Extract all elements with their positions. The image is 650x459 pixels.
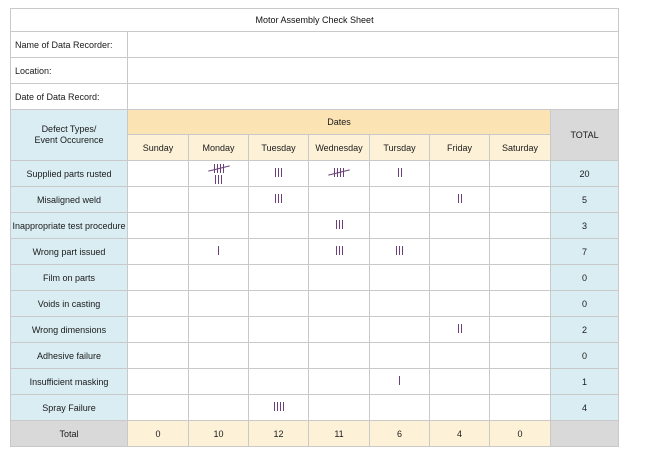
day-total-friday: 4 bbox=[430, 421, 490, 447]
defect-type-label: Voids in casting bbox=[11, 291, 128, 317]
tally-cell-thursday[interactable] bbox=[370, 395, 430, 421]
tally-marks bbox=[273, 402, 285, 411]
tally-stroke bbox=[275, 194, 276, 203]
tally-stroke bbox=[277, 402, 278, 411]
tally-cell-monday[interactable] bbox=[189, 369, 249, 395]
defect-type-label: Spray Failure bbox=[11, 395, 128, 421]
tally-cell-thursday[interactable] bbox=[370, 291, 430, 317]
tally-stroke bbox=[339, 246, 340, 255]
tally-cell-monday[interactable] bbox=[189, 239, 249, 265]
tally-cell-monday[interactable] bbox=[189, 265, 249, 291]
tally-stroke bbox=[281, 168, 282, 177]
row-total: 5 bbox=[551, 187, 619, 213]
day-header-thursday: Tursday bbox=[370, 135, 430, 161]
tally-cell-tuesday[interactable] bbox=[249, 213, 309, 239]
tally-cell-tuesday[interactable] bbox=[249, 291, 309, 317]
tally-group bbox=[274, 194, 283, 203]
recorder-name-field[interactable] bbox=[128, 32, 619, 58]
row-total: 0 bbox=[551, 291, 619, 317]
tally-cell-thursday[interactable] bbox=[370, 161, 430, 187]
tally-cell-friday[interactable] bbox=[430, 291, 490, 317]
tally-group bbox=[457, 194, 463, 203]
day-header-tuesday: Tuesday bbox=[249, 135, 309, 161]
tally-group bbox=[398, 376, 401, 385]
tally-strike bbox=[208, 165, 230, 171]
tally-cell-friday[interactable] bbox=[430, 395, 490, 421]
tally-group bbox=[395, 246, 404, 255]
location-field[interactable] bbox=[128, 58, 619, 84]
tally-cell-saturday[interactable] bbox=[490, 213, 551, 239]
defect-type-label: Adhesive failure bbox=[11, 343, 128, 369]
tally-group bbox=[274, 168, 283, 177]
tally-cell-sunday[interactable] bbox=[128, 343, 189, 369]
tally-stroke bbox=[339, 220, 340, 229]
tally-group bbox=[217, 246, 220, 255]
day-header-friday: Friday bbox=[430, 135, 490, 161]
tally-cell-tuesday[interactable] bbox=[249, 369, 309, 395]
tally-group bbox=[214, 175, 223, 184]
day-total-tuesday: 12 bbox=[249, 421, 309, 447]
tally-marks bbox=[335, 220, 344, 229]
defect-type-label: Supplied parts rusted bbox=[11, 161, 128, 187]
defect-row bbox=[11, 369, 619, 395]
tally-stroke bbox=[274, 402, 275, 411]
tally-cell-friday[interactable] bbox=[430, 187, 490, 213]
check-sheet bbox=[10, 8, 618, 443]
tally-cell-monday[interactable] bbox=[189, 317, 249, 343]
tally-marks bbox=[457, 194, 463, 203]
tally-cell-friday[interactable] bbox=[430, 265, 490, 291]
record-date-label: Date of Data Record: bbox=[11, 84, 128, 110]
defect-types-header-line2: Event Occurence bbox=[34, 135, 104, 145]
tally-stroke bbox=[215, 175, 216, 184]
tally-stroke bbox=[342, 220, 343, 229]
tally-cell-saturday[interactable] bbox=[490, 239, 551, 265]
defect-type-label: Wrong part issued bbox=[11, 239, 128, 265]
tally-stroke bbox=[218, 246, 219, 255]
tally-cell-friday[interactable] bbox=[430, 213, 490, 239]
tally-stroke bbox=[399, 376, 400, 385]
tally-marks bbox=[217, 246, 220, 255]
day-total-sunday: 0 bbox=[128, 421, 189, 447]
tally-stroke bbox=[343, 168, 344, 177]
tally-stroke bbox=[218, 175, 219, 184]
row-total: 7 bbox=[551, 239, 619, 265]
tally-group bbox=[335, 246, 344, 255]
dates-header: Dates bbox=[128, 110, 551, 135]
day-total-wednesday: 11 bbox=[309, 421, 370, 447]
defect-type-label: Wrong dimensions bbox=[11, 317, 128, 343]
tally-cell-monday[interactable] bbox=[189, 291, 249, 317]
row-total: 4 bbox=[551, 395, 619, 421]
tally-stroke bbox=[402, 246, 403, 255]
tally-cell-saturday[interactable] bbox=[490, 161, 551, 187]
tally-cell-monday[interactable] bbox=[189, 343, 249, 369]
tally-cell-tuesday[interactable] bbox=[249, 187, 309, 213]
tally-stroke bbox=[336, 246, 337, 255]
day-total-saturday: 0 bbox=[490, 421, 551, 447]
tally-group bbox=[213, 164, 225, 173]
row-total: 1 bbox=[551, 369, 619, 395]
tally-group bbox=[333, 168, 345, 177]
defect-type-label: Misaligned weld bbox=[11, 187, 128, 213]
tally-cell-wednesday[interactable] bbox=[309, 395, 370, 421]
tally-strike bbox=[328, 169, 350, 175]
tally-cell-thursday[interactable] bbox=[370, 369, 430, 395]
tally-cell-sunday[interactable] bbox=[128, 369, 189, 395]
tally-cell-saturday[interactable] bbox=[490, 343, 551, 369]
tally-marks bbox=[213, 164, 225, 184]
defect-row bbox=[11, 291, 619, 317]
tally-cell-wednesday[interactable] bbox=[309, 265, 370, 291]
defect-row bbox=[11, 161, 619, 187]
row-total: 0 bbox=[551, 343, 619, 369]
tally-stroke bbox=[458, 324, 459, 333]
tally-stroke bbox=[280, 402, 281, 411]
tally-cell-sunday[interactable] bbox=[128, 213, 189, 239]
defect-types-header bbox=[11, 110, 128, 161]
tally-cell-sunday[interactable] bbox=[128, 265, 189, 291]
tally-stroke bbox=[396, 246, 397, 255]
tally-cell-tuesday[interactable] bbox=[249, 239, 309, 265]
tally-marks bbox=[274, 168, 283, 177]
tally-cell-monday[interactable] bbox=[189, 213, 249, 239]
tally-stroke bbox=[278, 194, 279, 203]
tally-cell-sunday[interactable] bbox=[128, 187, 189, 213]
tally-stroke bbox=[398, 168, 399, 177]
tally-marks bbox=[335, 246, 344, 255]
tally-marks bbox=[333, 168, 345, 177]
tally-group bbox=[457, 324, 463, 333]
tally-cell-saturday[interactable] bbox=[490, 291, 551, 317]
tally-group bbox=[397, 168, 403, 177]
defect-row bbox=[11, 265, 619, 291]
tally-cell-tuesday[interactable] bbox=[249, 317, 309, 343]
tally-cell-thursday[interactable] bbox=[370, 265, 430, 291]
tally-stroke bbox=[281, 194, 282, 203]
tally-cell-saturday[interactable] bbox=[490, 187, 551, 213]
tally-marks bbox=[398, 376, 401, 385]
tally-cell-wednesday[interactable] bbox=[309, 317, 370, 343]
tally-marks bbox=[395, 246, 404, 255]
tally-cell-thursday[interactable] bbox=[370, 213, 430, 239]
tally-cell-friday[interactable] bbox=[430, 317, 490, 343]
totals-row-label: Total bbox=[11, 421, 128, 447]
tally-stroke bbox=[461, 324, 462, 333]
tally-cell-sunday[interactable] bbox=[128, 317, 189, 343]
defect-type-label: Film on parts bbox=[11, 265, 128, 291]
day-header-monday: Monday bbox=[189, 135, 249, 161]
row-total: 2 bbox=[551, 317, 619, 343]
defect-row bbox=[11, 213, 619, 239]
defect-type-label: Insufficient masking bbox=[11, 369, 128, 395]
tally-cell-saturday[interactable] bbox=[490, 395, 551, 421]
tally-cell-monday[interactable] bbox=[189, 161, 249, 187]
tally-cell-sunday[interactable] bbox=[128, 291, 189, 317]
defect-types-header-line1: Defect Types/ bbox=[41, 124, 97, 134]
tally-stroke bbox=[461, 194, 462, 203]
tally-cell-wednesday[interactable] bbox=[309, 213, 370, 239]
tally-stroke bbox=[342, 246, 343, 255]
tally-cell-sunday[interactable] bbox=[128, 161, 189, 187]
tally-marks bbox=[274, 194, 283, 203]
row-total: 3 bbox=[551, 213, 619, 239]
defect-row bbox=[11, 187, 619, 213]
tally-cell-tuesday[interactable] bbox=[249, 395, 309, 421]
day-header-saturday: Saturday bbox=[490, 135, 551, 161]
tally-cell-monday[interactable] bbox=[189, 395, 249, 421]
tally-cell-thursday[interactable] bbox=[370, 187, 430, 213]
defect-type-label: Inappropriate test procedure bbox=[11, 213, 128, 239]
recorder-name-label: Name of Data Recorder: bbox=[11, 32, 128, 58]
tally-cell-friday[interactable] bbox=[430, 239, 490, 265]
tally-stroke bbox=[278, 168, 279, 177]
tally-cell-wednesday[interactable] bbox=[309, 291, 370, 317]
tally-cell-wednesday[interactable] bbox=[309, 239, 370, 265]
tally-group bbox=[335, 220, 344, 229]
tally-cell-thursday[interactable] bbox=[370, 239, 430, 265]
day-total-thursday: 6 bbox=[370, 421, 430, 447]
tally-stroke bbox=[336, 220, 337, 229]
tally-stroke bbox=[458, 194, 459, 203]
tally-cell-wednesday[interactable] bbox=[309, 161, 370, 187]
row-total: 0 bbox=[551, 265, 619, 291]
day-header-sunday: Sunday bbox=[128, 135, 189, 161]
tally-cell-thursday[interactable] bbox=[370, 317, 430, 343]
tally-cell-thursday[interactable] bbox=[370, 343, 430, 369]
tally-cell-tuesday[interactable] bbox=[249, 161, 309, 187]
tally-marks bbox=[397, 168, 403, 177]
check-sheet-table bbox=[10, 8, 619, 447]
tally-stroke bbox=[275, 168, 276, 177]
defect-row bbox=[11, 395, 619, 421]
day-total-monday: 10 bbox=[189, 421, 249, 447]
tally-cell-saturday[interactable] bbox=[490, 369, 551, 395]
tally-cell-tuesday[interactable] bbox=[249, 265, 309, 291]
defect-row bbox=[11, 343, 619, 369]
total-header: TOTAL bbox=[551, 110, 619, 161]
tally-cell-friday[interactable] bbox=[430, 369, 490, 395]
sheet-title: Motor Assembly Check Sheet bbox=[11, 9, 619, 32]
tally-cell-saturday[interactable] bbox=[490, 265, 551, 291]
row-total: 20 bbox=[551, 161, 619, 187]
tally-cell-sunday[interactable] bbox=[128, 395, 189, 421]
tally-cell-wednesday[interactable] bbox=[309, 187, 370, 213]
tally-cell-saturday[interactable] bbox=[490, 317, 551, 343]
location-label: Location: bbox=[11, 58, 128, 84]
tally-stroke bbox=[399, 246, 400, 255]
tally-stroke bbox=[221, 175, 222, 184]
tally-cell-sunday[interactable] bbox=[128, 239, 189, 265]
tally-cell-tuesday[interactable] bbox=[249, 343, 309, 369]
totals-row bbox=[11, 421, 619, 447]
defect-row bbox=[11, 317, 619, 343]
record-date-field[interactable] bbox=[128, 84, 619, 110]
tally-stroke bbox=[283, 402, 284, 411]
tally-cell-wednesday[interactable] bbox=[309, 369, 370, 395]
tally-cell-monday[interactable] bbox=[189, 187, 249, 213]
tally-stroke bbox=[401, 168, 402, 177]
tally-marks bbox=[457, 324, 463, 333]
grand-total-cell bbox=[551, 421, 619, 447]
tally-cell-wednesday[interactable] bbox=[309, 343, 370, 369]
tally-group bbox=[273, 402, 285, 411]
day-header-wednesday: Wednesday bbox=[309, 135, 370, 161]
tally-cell-friday[interactable] bbox=[430, 161, 490, 187]
defect-row bbox=[11, 239, 619, 265]
tally-cell-friday[interactable] bbox=[430, 343, 490, 369]
